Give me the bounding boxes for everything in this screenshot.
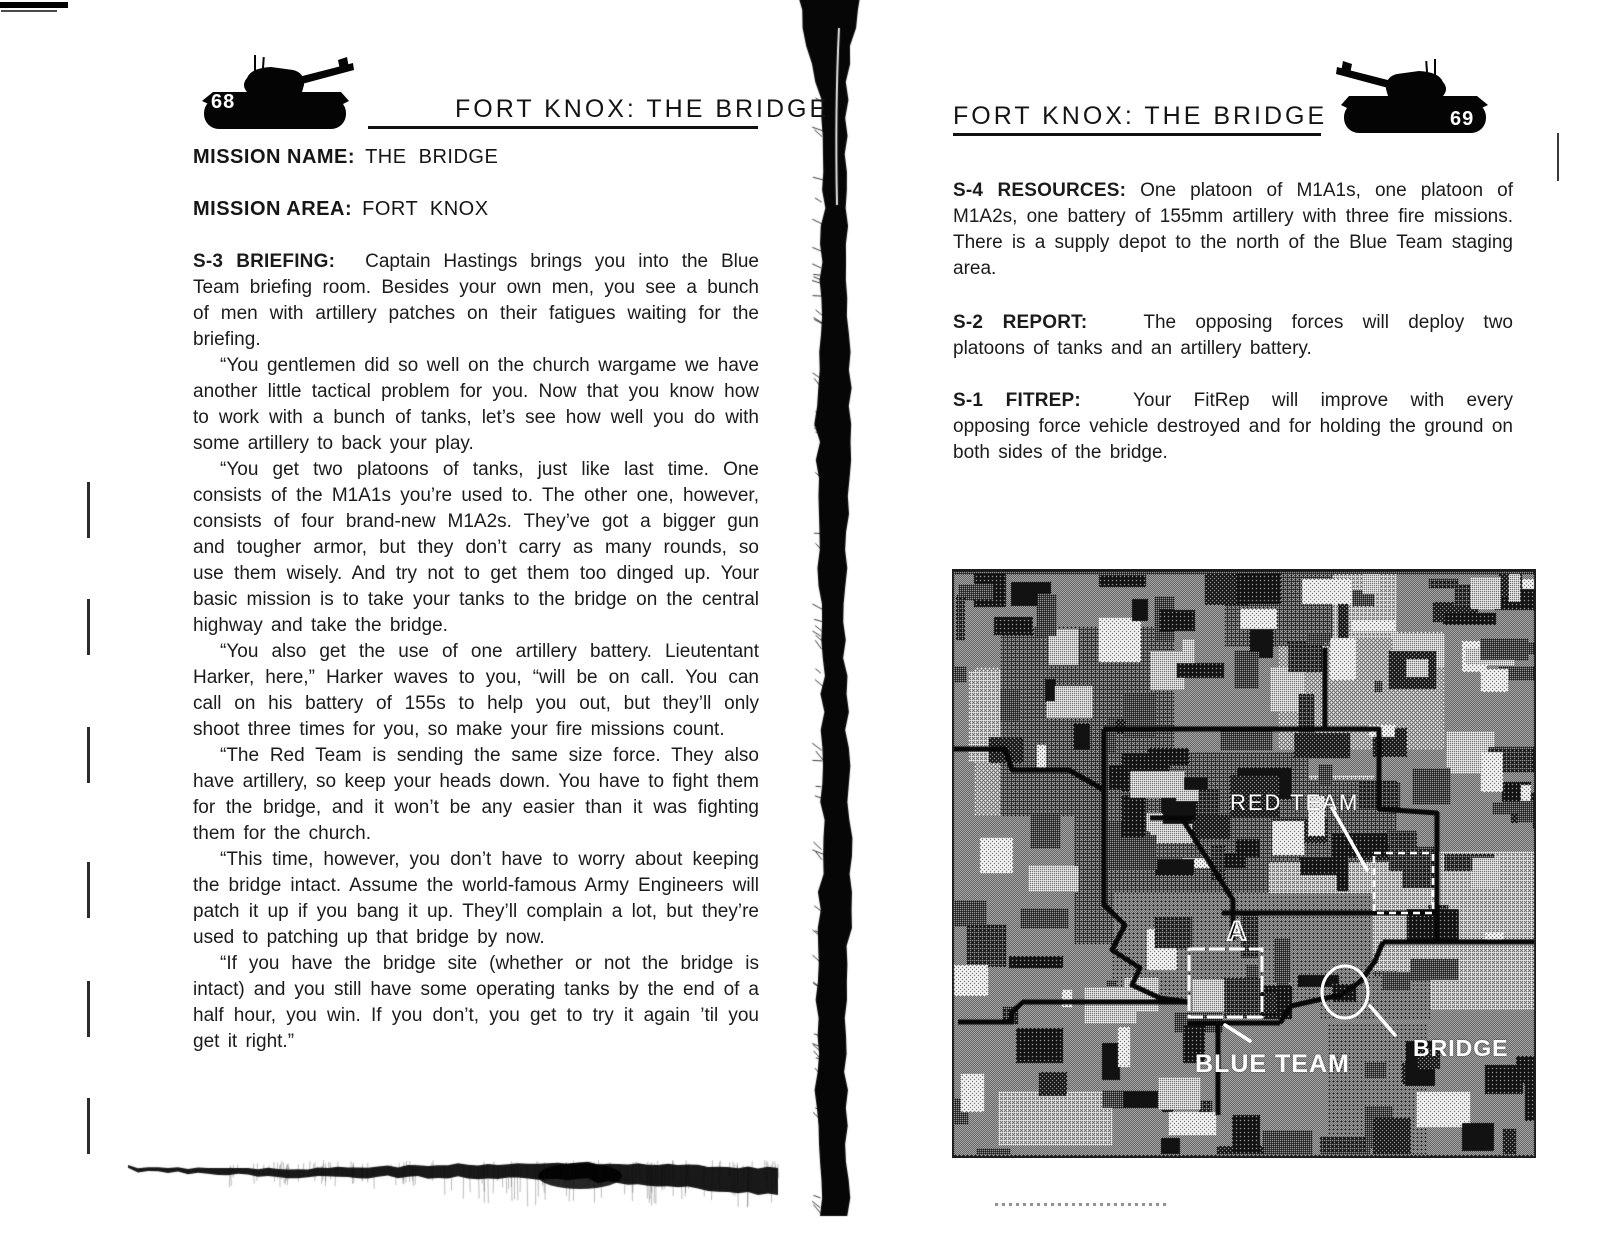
report-text: The opposing forces will deploy two platoons of tanks and an artillery battery. xyxy=(953,312,1513,359)
resources-section xyxy=(953,178,1513,282)
blue-team-leader-line xyxy=(1225,1025,1250,1041)
page-title: FORT KNOX: THE BRIDGE xyxy=(455,95,830,123)
margin-tick xyxy=(87,482,90,538)
blue-team-zone-box xyxy=(1189,949,1262,1017)
scan-artifact-top-line xyxy=(1,10,57,12)
margin-tick xyxy=(87,599,90,655)
mission-name-value: THE BRIDGE xyxy=(365,146,499,168)
page-edge-mark xyxy=(1557,133,1559,181)
margin-tick xyxy=(87,727,90,783)
briefing-paragraph: “You also get the use of one artillery battery. Lieutentant Harker, here,” Harker waves to you, “will be on call. You can call on his battery of 155s to help you out, but they’ll only shoot three times for you, so make your fire missions count. xyxy=(193,641,759,740)
scan-artifact-top-bar xyxy=(0,2,68,8)
fitrep-text: Your FitRep will improve with every opposing force vehicle destroyed and for holding the ground on both sides of the bridge. xyxy=(953,390,1513,463)
mission-area-value: FORT KNOX xyxy=(362,198,489,220)
red-team-leader-line xyxy=(1332,808,1367,870)
margin-tick xyxy=(87,981,90,1037)
briefing-paragraph: “You gentlemen did so well on the church wargame we have another little tactical problem for you. Now that you know how to work with a bunch of tanks, let’s see how well you do with some artillery to back your play. xyxy=(193,355,759,454)
report-section xyxy=(953,310,1513,362)
tank-emblem-right xyxy=(1335,58,1495,134)
red-team-zone-box xyxy=(1374,853,1433,913)
fitrep-section xyxy=(953,388,1513,466)
report-paragraph xyxy=(953,310,1513,362)
fitrep-paragraph xyxy=(953,388,1513,466)
tank-emblem-left xyxy=(195,54,355,130)
briefing-text xyxy=(193,249,759,1055)
resources-text: One platoon of M1A1s, one platoon of M1A2s, one battery of 155mm artillery with three fire missions. There is a supply depot to the north of the Blue Team staging area. xyxy=(953,180,1514,279)
header-rule xyxy=(953,133,1321,136)
fitrep-label: S-1 FITREP: xyxy=(953,390,1081,411)
briefing-paragraph: “You get two platoons of tanks, just like last time. One consists of the M1A1s you’re used to. The other one, however, consists of four brand-new M1A2s. They’ve got a bigger gun and tougher armor, but they don’t carry as many rounds, so use them wisely. And try not to get them too dinged up. Your basic mission is to take your tanks to the bridge on the central highway and take the bridge. xyxy=(193,459,759,636)
bridge-leader-line xyxy=(1370,1006,1395,1035)
margin-tick xyxy=(87,862,90,918)
briefing-paragraph: “If you have the bridge site (whether or not the bridge is intact) and you still have some operating tanks by the end of a half hour, you win. If you don’t, you get to try it again ’til you get it right.” xyxy=(193,953,759,1052)
header-rule xyxy=(368,126,758,129)
resources-paragraph xyxy=(953,178,1513,282)
staging-marker-a: A xyxy=(1227,916,1247,946)
mission-name-label: MISSION NAME: xyxy=(193,146,356,168)
page-number: 68 xyxy=(211,91,236,113)
book-gutter-shadow xyxy=(780,0,870,1238)
scan-artifact-smudge xyxy=(110,1150,810,1235)
mission-area-label: MISSION AREA: xyxy=(193,198,353,220)
margin-tick xyxy=(87,1098,90,1154)
page-title: FORT KNOX: THE BRIDGE xyxy=(953,102,1328,130)
briefing-paragraph: “The Red Team is sending the same size force. They also have artillery, so keep your heads down. You have to fight them for the bridge, and it won’t be any easier than it was fighting them for the church. xyxy=(193,745,759,844)
bridge-label: BRIDGE xyxy=(1413,1035,1509,1061)
scan-artifact-dashes xyxy=(995,1203,1167,1206)
briefing-intro: Captain Hastings brings you into the Blue Team briefing room. Besides your own men, you see a bunch of men with artillery patches on their fatigues waiting for the briefing. xyxy=(193,251,759,350)
bridge-circle xyxy=(1322,966,1368,1018)
resources-label: S-4 RESOURCES: xyxy=(953,180,1127,201)
mission-map xyxy=(952,569,1536,1158)
blue-team-label: BLUE TEAM xyxy=(1195,1050,1350,1078)
briefing-section-label: S-3 BRIEFING: xyxy=(193,251,336,272)
page-number: 69 xyxy=(1450,108,1475,130)
red-team-label: RED TEAM xyxy=(1230,790,1360,815)
briefing-intro-paragraph xyxy=(193,249,759,353)
report-label: S-2 REPORT: xyxy=(953,312,1088,333)
mission-area-row xyxy=(193,198,489,221)
briefing-paragraph: “This time, however, you don’t have to worry about keeping the bridge intact. Assume the world-famous Army Engineers will patch it up if you bang it up. They’ll complain a lot, but they’re used to patching up that bridge by now. xyxy=(193,849,759,948)
mission-name-row xyxy=(193,146,498,169)
